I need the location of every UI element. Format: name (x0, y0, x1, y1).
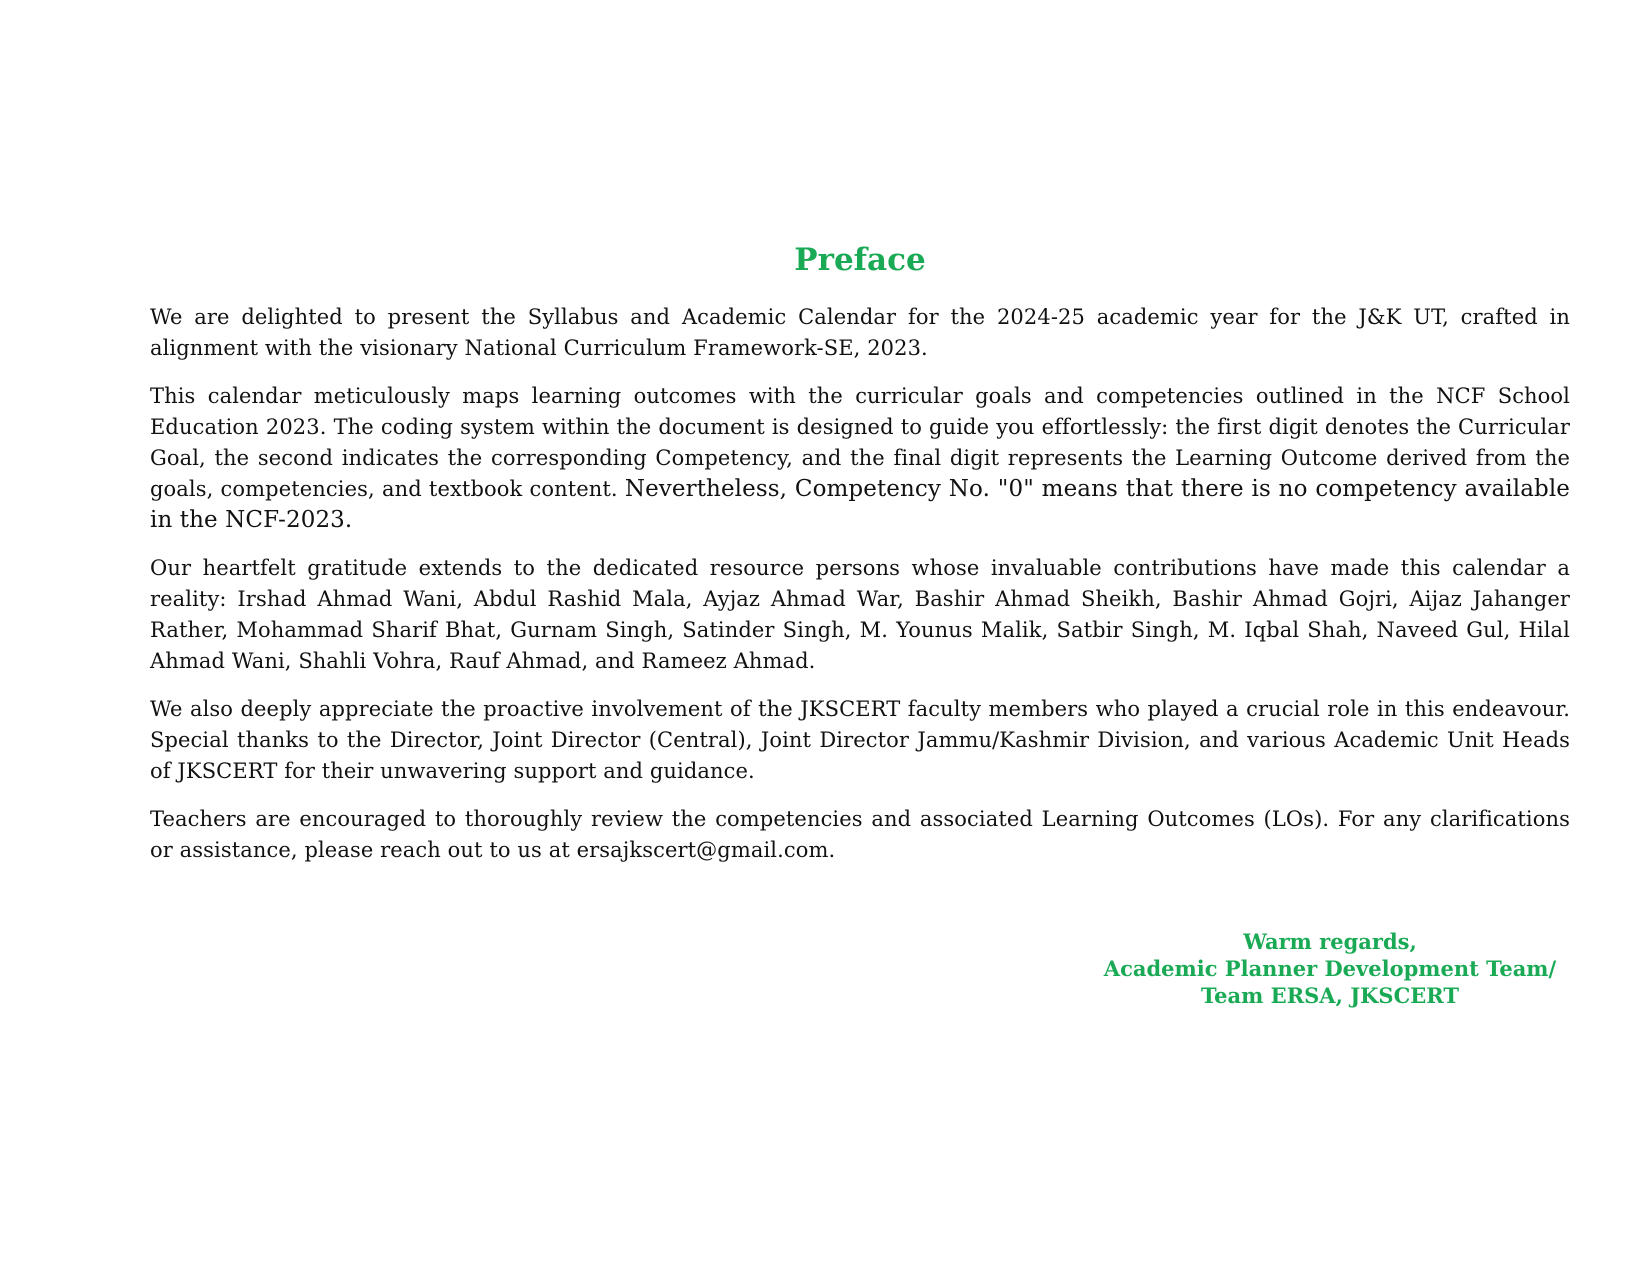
competency-zero-note: Nevertheless, Competency No. "0" means that there is no competency available in the NCF-2023. (150, 476, 1570, 533)
paragraph-gratitude: Our heartfelt gratitude extends to the dedicated resource persons whose invaluable contributions have made this calendar a reality: Irshad Ahmad Wani, Abdul Rashid Mala, Ayjaz Ahmad War, Bashir Ahmad Sheikh, Bashir Ahmad Gojri, Aijaz Jahanger Rather, Mohammad Sharif Bhat, Gurnam Singh, Satinder Singh, M. Younus Malik, Satbir Singh, M. Iqbal Shah, Naveed Gul, Hilal Ahmad Wani, Shahli Vohra, Rauf Ahmad, and Rameez Ahmad. (150, 556, 1570, 673)
signoff-block (1090, 928, 1570, 1009)
page-title: Preface (794, 242, 926, 278)
paragraph-contact: Teachers are encouraged to thoroughly review the competencies and associated Learning Outcomes (LOs). For any clarifications or assistance, please reach out to us at ersajkscert@gmail.com. (150, 807, 1570, 862)
paragraph-coding-system (150, 381, 1570, 536)
paragraph-appreciation: We also deeply appreciate the proactive involvement of the JKSCERT faculty members who played a crucial role in this endeavour. Special thanks to the Director, Joint Director (Central), Joint Director Jammu/Kashmir Division, and various Academic Unit Heads of JKSCERT for their unwavering support and guidance. (150, 697, 1570, 783)
coding-system-text: This calendar meticulously maps learning outcomes with the curricular goals and competencies outlined in the NCF School Education 2023. The coding system within the document is designed to guide you effortlessly: the first digit denotes the Curricular Goal, the second indicates the corresponding Competency, and the final digit represents the Learning Outcome derived from the goals, competencies, and textbook content. (150, 384, 1570, 501)
paragraph-introduction: We are delighted to present the Syllabus and Academic Calendar for the 2024-25 academic year for the J&K UT, crafted in alignment with the visionary National Curriculum Framework-SE, 2023. (150, 305, 1570, 360)
signoff-organization: Team ERSA, JKSCERT (1200, 983, 1460, 1008)
preface-page (150, 238, 1570, 883)
signoff-team: Academic Planner Development Team/ (1103, 956, 1557, 981)
signoff-greeting: Warm regards, (1243, 929, 1417, 954)
